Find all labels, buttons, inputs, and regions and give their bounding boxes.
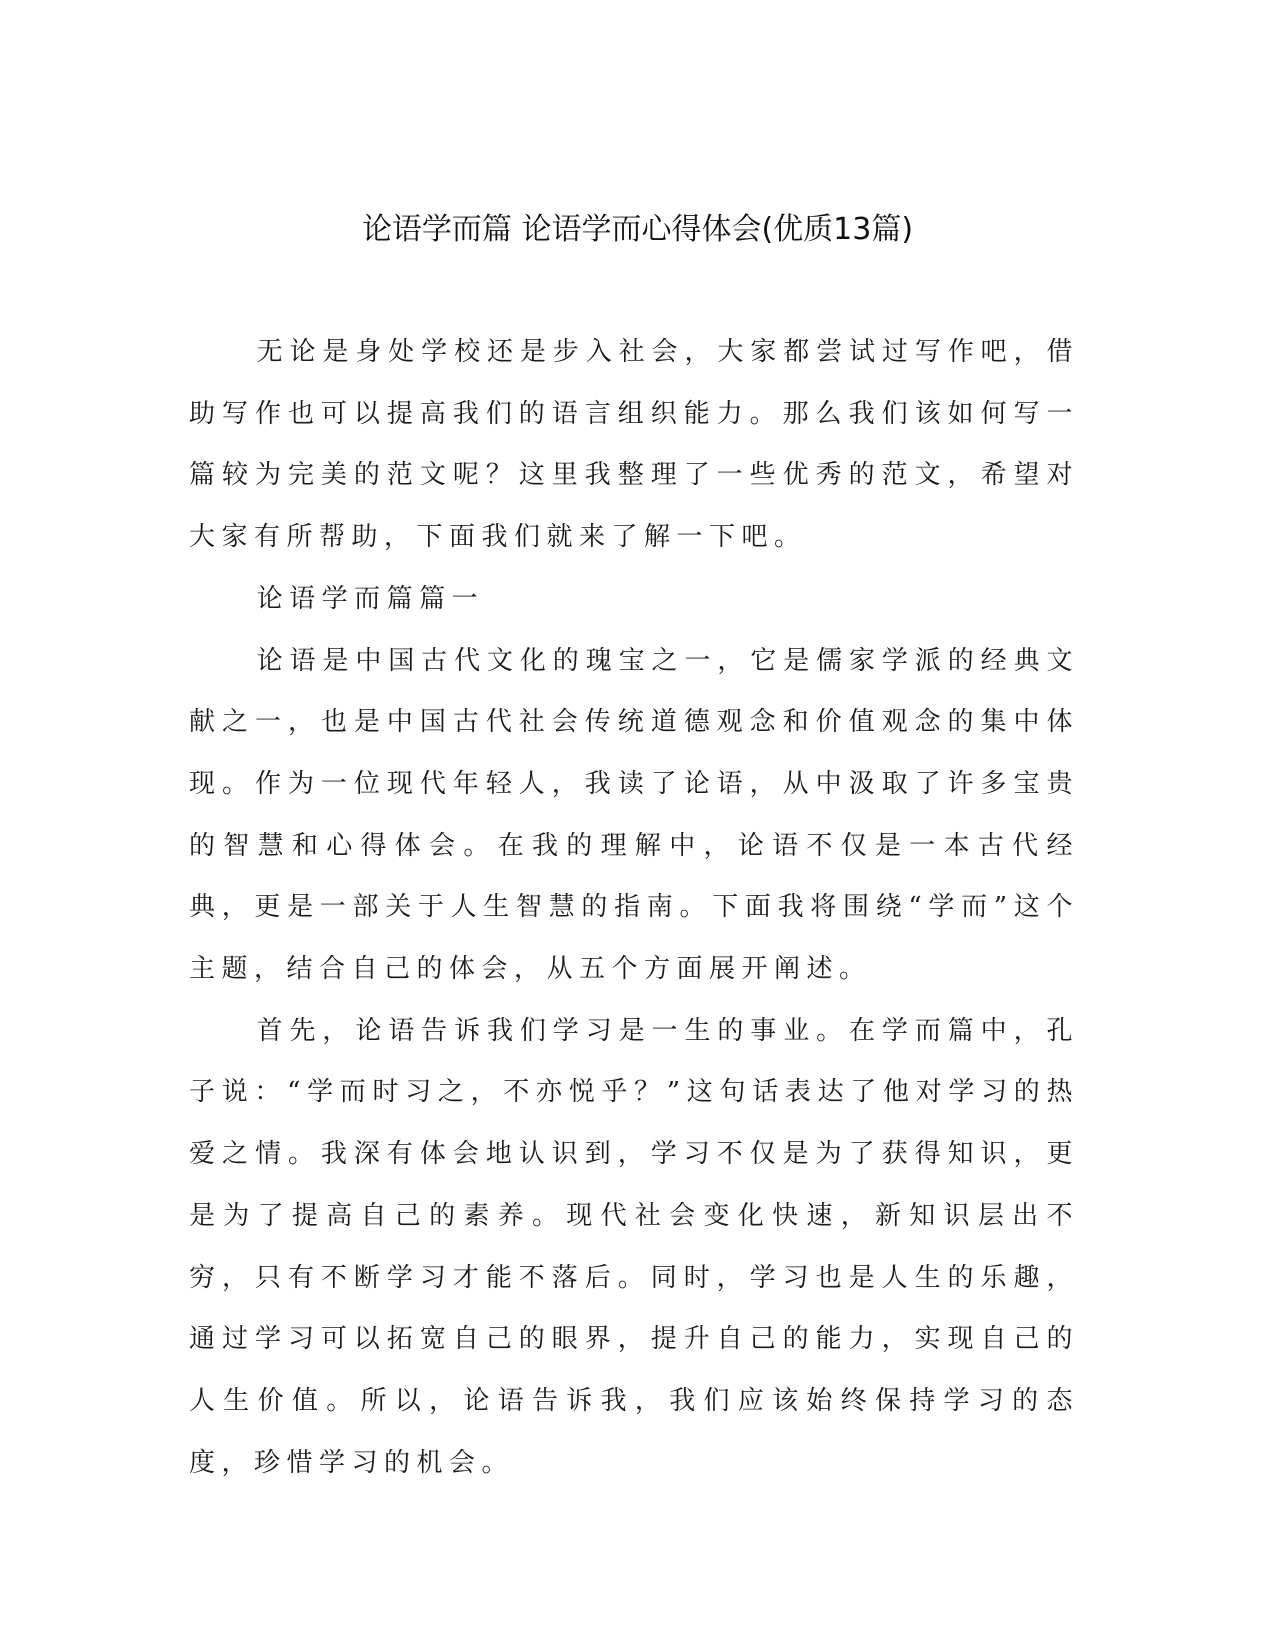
- document-body: [189, 322, 1079, 1494]
- document-title: 论语学而篇 论语学而心得体会(优质13篇): [361, 212, 914, 247]
- body-paragraph: 首先，论语告诉我们学习是一生的事业。在学而篇中，孔子说：“学而时习之，不亦悦乎？”这句话表达了他对学习的热爱之情。我深有体会地认识到，学习不仅是为了获得知识，更是为了提高自己的素养。现代社会变化快速，新知识层出不穷，只有不断学习才能不落后。同时，学习也是人生的乐趣，通过学习可以拓宽自己的眼界，提升自己的能力，实现自己的人生价值。所以，论语告诉我，我们应该始终保持学习的态度，珍惜学习的机会。: [189, 1015, 1079, 1478]
- section-heading: 论语学而篇篇一: [256, 583, 485, 614]
- body-paragraph: 论语是中国古代文化的瑰宝之一，它是儒家学派的经典文献之一，也是中国古代社会传统道德观念和价值观念的集中体现。作为一位现代年轻人，我读了论语，从中汲取了许多宝贵的智慧和心得体会。在我的理解中，论语不仅是一本古代经典，更是一部关于人生智慧的指南。下面我将围绕“学而”这个主题，结合自己的体会，从五个方面展开阐述。: [189, 645, 1079, 985]
- intro-paragraph: 无论是身处学校还是步入社会，大家都尝试过写作吧，借助写作也可以提高我们的语言组织能力。那么我们该如何写一篇较为完美的范文呢？这里我整理了一些优秀的范文，希望对大家有所帮助，下面我们就来了解一下吧。: [189, 337, 1079, 553]
